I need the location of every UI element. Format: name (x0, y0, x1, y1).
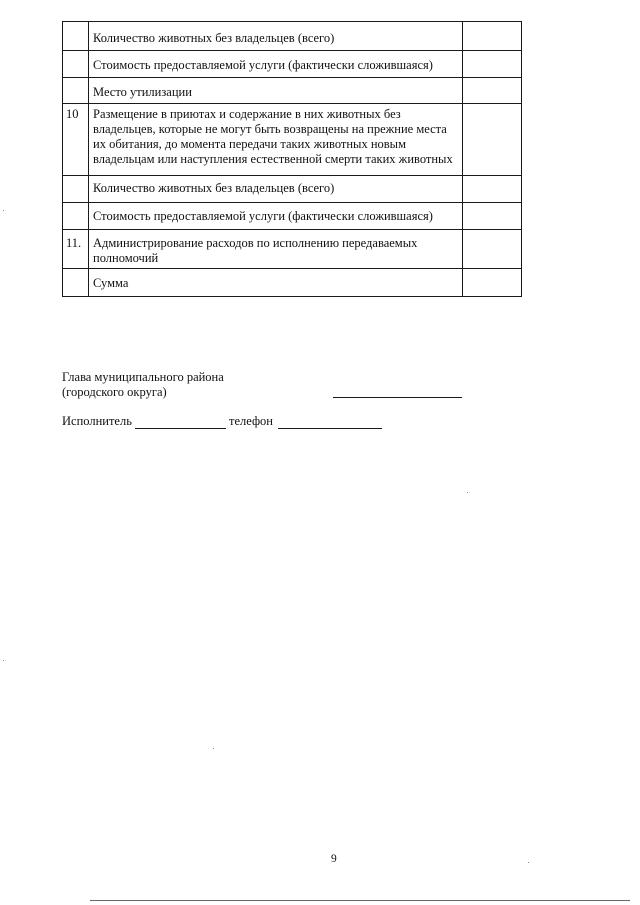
row-number-cell (63, 203, 89, 230)
head-title (62, 370, 224, 400)
scan-speck (467, 492, 468, 493)
head-title-line1: Глава муниципального района (62, 370, 224, 384)
scan-speck (3, 660, 4, 661)
phone-label: телефон (229, 414, 273, 428)
head-title-line2: (городского округа) (62, 385, 167, 399)
row-description-cell: Стоимость предоставляемой услуги (фактически сложившаяся) (89, 51, 463, 78)
row-number-cell: 11. (63, 230, 89, 269)
row-description-cell: Сумма (89, 269, 463, 297)
row-description-cell: Стоимость предоставляемой услуги (фактически сложившаяся) (89, 203, 463, 230)
scan-speck (213, 748, 214, 749)
row-description-cell: Количество животных без владельцев (всего) (89, 22, 463, 51)
row-description-cell: Размещение в приютах и содержание в них животных без владельцев, которые не могут быть возвращены на прежние места их обитания, до момента передачи таких животных новым владельцам или наступления естественной смерти таких животных (89, 104, 463, 176)
page-number: 9 (331, 853, 337, 865)
scan-speck (3, 210, 4, 211)
row-number-cell (63, 78, 89, 104)
row-number-cell (63, 51, 89, 78)
table-row (63, 269, 522, 297)
report-table (62, 21, 522, 297)
row-value-cell (463, 51, 522, 78)
table-row (63, 230, 522, 269)
table-row (63, 22, 522, 51)
row-value-cell (463, 203, 522, 230)
row-value-cell (463, 269, 522, 297)
row-number-cell (63, 22, 89, 51)
row-number-cell: 10 (63, 104, 89, 176)
row-value-cell (463, 104, 522, 176)
row-description-cell: Администрирование расходов по исполнению передаваемых полномочий (89, 230, 463, 269)
row-number-cell (63, 176, 89, 203)
scan-speck (528, 862, 529, 863)
executor-signature-line (135, 428, 226, 429)
table-row (63, 176, 522, 203)
row-value-cell (463, 78, 522, 104)
row-value-cell (463, 230, 522, 269)
table-row (63, 78, 522, 104)
head-signature-line (333, 397, 462, 398)
row-description-cell: Количество животных без владельцев (всего) (89, 176, 463, 203)
table-row (63, 104, 522, 176)
table-row (63, 203, 522, 230)
scan-edge-line (90, 900, 630, 901)
table-row (63, 51, 522, 78)
phone-line (278, 428, 382, 429)
row-description-cell: Место утилизации (89, 78, 463, 104)
row-value-cell (463, 22, 522, 51)
executor-label: Исполнитель (62, 414, 132, 428)
row-value-cell (463, 176, 522, 203)
row-number-cell (63, 269, 89, 297)
